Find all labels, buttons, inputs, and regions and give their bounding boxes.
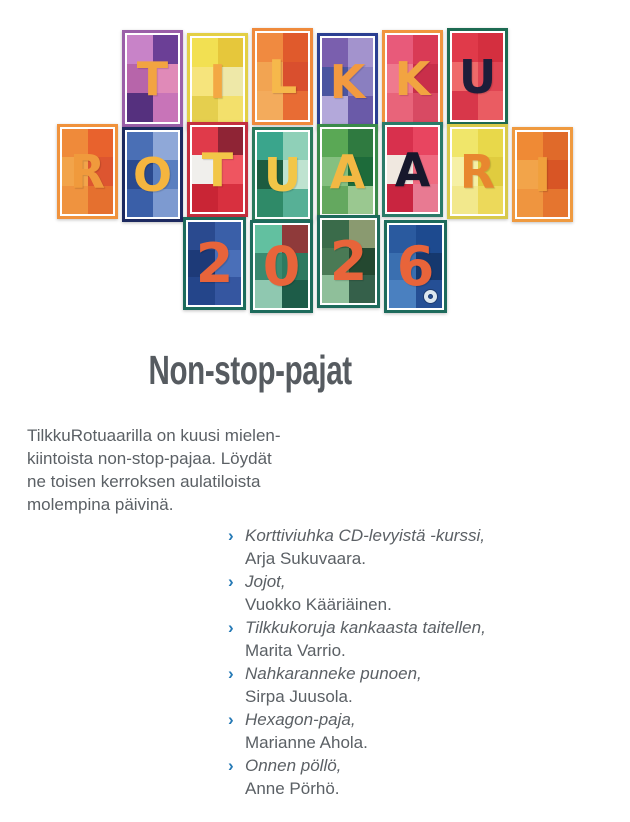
- workshop-leader: Marita Varrio.: [245, 641, 346, 660]
- quilt-letter: A: [394, 142, 431, 197]
- quilt-panel-T: [187, 122, 248, 217]
- quilt-letter: T: [136, 51, 169, 106]
- quilt-panel-I: [512, 127, 573, 222]
- workshop-title: Nahkaranneke punoen,: [245, 664, 422, 683]
- page-title: Non-stop-pajat: [148, 347, 352, 393]
- quilt-letter: R: [69, 144, 106, 199]
- quilt-letter: 0: [262, 234, 301, 298]
- quilt-panel-L: [252, 28, 313, 125]
- intro-line: ne toisen kerroksen aulatiloista: [27, 472, 261, 491]
- quilt-panel-K: [382, 30, 443, 127]
- quilt-letter: L: [267, 49, 298, 104]
- workshop-item: [228, 708, 486, 754]
- quilt-panel-O: [122, 127, 183, 222]
- quilt-letter: U: [263, 147, 302, 202]
- quilt-letter: K: [329, 54, 366, 109]
- workshop-item: [228, 524, 486, 570]
- workshop-leader: Arja Sukuvaara.: [245, 549, 366, 568]
- intro-line: molempina päivinä.: [27, 495, 174, 514]
- quilt-panel-U: [447, 28, 508, 125]
- quilt-panel-R: [57, 124, 118, 219]
- quilt-panel-T: [122, 30, 183, 127]
- workshop-title: Jojot,: [245, 572, 286, 591]
- quilt-letter: T: [201, 142, 234, 197]
- workshop-title: Tilkkukoruja kankaasta taitellen,: [245, 618, 486, 637]
- workshop-item: [228, 616, 486, 662]
- quilt-letter: K: [394, 51, 431, 106]
- quilt-letter: I: [208, 54, 227, 109]
- quilt-panel-2: [183, 217, 246, 310]
- quilt-letter: I: [533, 147, 552, 202]
- page-title-wrap: [0, 347, 500, 393]
- quilt-row: [183, 217, 447, 310]
- quilt-letter: 2: [329, 229, 368, 293]
- bullet-arrow-icon: ›: [228, 526, 234, 545]
- quilt-letter: 2: [195, 231, 234, 295]
- intro-line: kiintoista non-stop-pajaa. Löydät: [27, 449, 272, 468]
- quilt-panel-K: [317, 33, 378, 130]
- quilt-row: [57, 124, 573, 219]
- quilt-panel-A: [382, 122, 443, 217]
- quilt-letter: R: [459, 144, 496, 199]
- bullet-arrow-icon: ›: [228, 618, 234, 637]
- bullet-arrow-icon: ›: [228, 756, 234, 775]
- quilt-banner: [0, 30, 630, 310]
- workshop-leader: Anne Pörhö.: [245, 779, 340, 798]
- quilt-panel-2: [317, 215, 380, 308]
- quilt-panel-R: [447, 124, 508, 219]
- intro-line: TilkkuRotuaarilla on kuusi mielen-: [27, 426, 281, 445]
- bullet-arrow-icon: ›: [228, 710, 234, 729]
- workshop-leader: Sirpa Juusola.: [245, 687, 353, 706]
- workshop-leader: Marianne Ahola.: [245, 733, 368, 752]
- quilt-panel-6: [384, 220, 447, 313]
- quilt-letter: 6: [396, 234, 435, 298]
- bullet-arrow-icon: ›: [228, 664, 234, 683]
- quilt-letter: A: [329, 144, 366, 199]
- quilt-panel-0: [250, 220, 313, 313]
- workshop-title: Korttiviuhka CD-levyistä -kurssi,: [245, 526, 485, 545]
- quilt-letter: U: [458, 49, 497, 104]
- bullet-arrow-icon: ›: [228, 572, 234, 591]
- workshop-title: Onnen pöllö,: [245, 756, 342, 775]
- quilt-panel-I: [187, 33, 248, 130]
- workshop-leader: Vuokko Kääriäinen.: [245, 595, 392, 614]
- workshop-item: [228, 662, 486, 708]
- workshop-item: [228, 570, 486, 616]
- intro-paragraph: [27, 424, 281, 516]
- quilt-letter: O: [132, 147, 173, 202]
- workshop-list: [228, 524, 486, 800]
- workshop-item: [228, 754, 486, 800]
- quilt-panel-U: [252, 127, 313, 222]
- workshop-title: Hexagon-paja,: [245, 710, 356, 729]
- quilt-panel-A: [317, 124, 378, 219]
- quilt-row: [122, 30, 508, 127]
